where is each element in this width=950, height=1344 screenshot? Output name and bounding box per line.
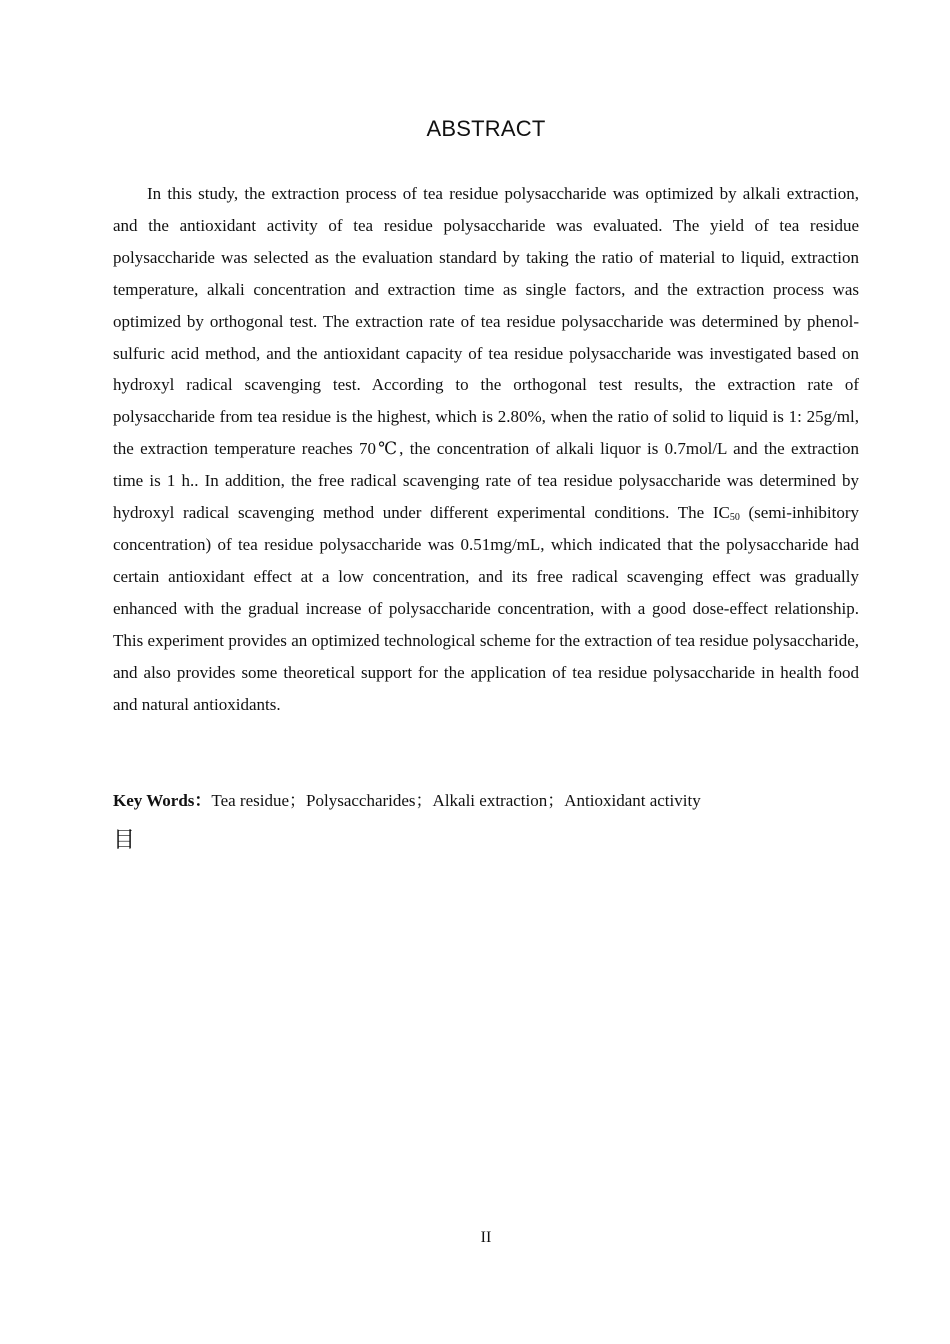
toc-heading: 目 xyxy=(113,828,136,853)
abstract-paragraph xyxy=(113,178,859,720)
page-number: II xyxy=(480,1229,492,1246)
ic50-subscript: 50 xyxy=(729,512,740,524)
abstract-text-part1: In this study, the extraction process of tea residue polysaccharide was optimized by alkali extraction, and the antioxidant activity of tea residue polysaccharide was evaluated. The yield of tea residue polysaccharide was selected as the evaluation standard by taking the ratio of material to liquid, extraction temperature, alkali concentration and extraction time as single factors, and the extraction process was optimized by orthogonal test. The extraction rate of tea residue polysaccharide was determined by phenol-sulfuric acid method, and the antioxidant capacity of tea residue polysaccharide was investigated based on hydroxyl radical scavenging test. According to the orthogonal test results, the extraction rate of polysaccharide from tea residue is the highest, which is 2.80%, when the ratio of solid to liquid is 1: 25g/ml, the extraction temperature reaches 70℃, the concentration of alkali liquor is 0.7mol/L and the extraction time is 1 h.. In addition, the free radical scavenging rate of tea residue polysaccharide was determined by hydroxyl radical scavenging method under different experimental conditions. The IC xyxy=(113,184,859,523)
abstract-text-part2: (semi-inhibitory concentration) of tea residue polysaccharide was 0.51mg/mL, which indicated that the polysaccharide had certain antioxidant effect at a low concentration, and its free radical scavenging effect was gradually enhanced with the gradual increase of polysaccharide concentration, with a good dose-effect relationship. This experiment provides an optimized technological scheme for the extraction of tea residue polysaccharide, and also provides some theoretical support for the application of tea residue polysaccharide in health food and natural antioxidants. xyxy=(113,503,859,714)
abstract-title: ABSTRACT xyxy=(426,116,546,141)
keywords-line xyxy=(113,786,859,816)
keywords-text: Tea residue；Polysaccharides；Alkali extraction；Antioxidant activity xyxy=(211,791,701,810)
keywords-label: Key Words： xyxy=(113,791,212,810)
